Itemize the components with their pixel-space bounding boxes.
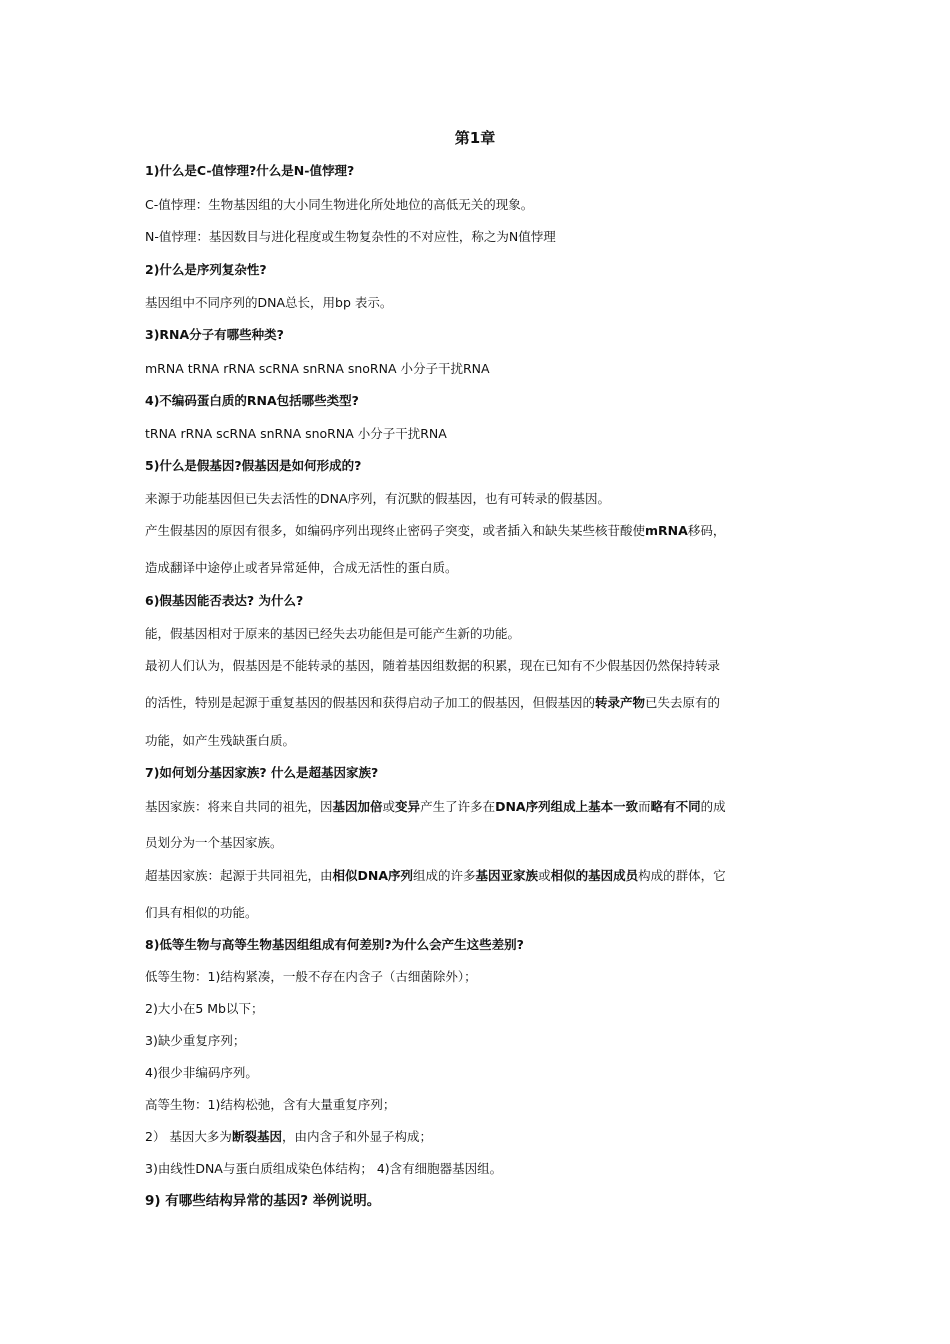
answer-5-mrna-term: mRNA (645, 523, 688, 538)
answer-5-line-2-text: 产生假基因的原因有很多，如编码序列出现终止密码子突变，或者插入和缺失某些核苷酸使 (145, 523, 646, 538)
answer-7-l3-c: 组成的许多 (413, 868, 476, 883)
answer-6-line-3-end: 已失去原有的 (645, 695, 721, 710)
answer-5-line-3: 造成翻译中途停止或者异常延伸，合成无活性的蛋白质。 (145, 560, 458, 575)
answer-7-l1-a: 基因家族：将来自共同的祖先，因 (145, 799, 333, 814)
answer-6-transcript-term: 转录产物 (595, 695, 646, 710)
question-7: 7)如何划分基因家族? 什么是超基因家族? (145, 765, 379, 780)
answer-4: tRNA rRNA scRNA snRNA snoRNA 小分子干扰RNA (145, 426, 447, 441)
answer-7-term-subfamily: 基因亚家族 (475, 868, 539, 883)
answer-7-l1-c: 或 (382, 799, 396, 814)
answer-8-l6-a: 2） 基因大多为 (145, 1129, 232, 1144)
question-2: 2)什么是序列复杂性? (145, 262, 267, 277)
question-8: 8)低等生物与高等生物基因组组成有何差别?为什么会产生这些差别? (145, 937, 524, 952)
answer-8-line-6 (145, 1128, 815, 1146)
answer-7-term-dna-consistent: DNA序列组成上基本一致 (495, 799, 639, 814)
answer-7-term-slightly-different: 略有不同 (650, 799, 701, 814)
answer-8-line-7: 3)由线性DNA与蛋白质组成染色体结构； 4)含有细胞器基因组。 (145, 1161, 503, 1176)
answer-8-term-split-gene: 断裂基因 (231, 1129, 282, 1144)
question-1: 1)什么是C-值悖理?什么是N-值悖理? (145, 163, 355, 178)
answer-7-l3-e: 或 (538, 868, 551, 883)
answer-7-l1-g: 而 (638, 799, 651, 814)
answer-6-line-2: 最初人们认为，假基因是不能转录的基因，随着基因组数据的积累，现在已知有不少假基因仍然保持转录 (145, 658, 721, 673)
question-6: 6)假基因能否表达? 为什么? (145, 593, 304, 608)
question-4: 4)不编码蛋白质的RNA包括哪些类型? (145, 393, 359, 408)
answer-6-line-4: 功能，如产生残缺蛋白质。 (145, 733, 296, 748)
answer-2: 基因组中不同序列的DNA总长，用bp 表示。 (145, 295, 393, 310)
answer-6-line-3 (145, 694, 815, 712)
question-5: 5)什么是假基因?假基因是如何形成的? (145, 458, 362, 473)
answer-7-l3-g: 构成的群体，它 (638, 868, 726, 883)
answer-6-line-3-text: 的活性，特别是起源于重复基因的假基因和获得启动子加工的假基因，但假基因的 (145, 695, 596, 710)
question-3: 3)RNA分子有哪些种类? (145, 327, 284, 342)
answer-7-line-1 (145, 798, 815, 816)
answer-8-l6-c: ，由内含子和外显子构成； (281, 1129, 432, 1144)
answer-7-line-3 (145, 867, 815, 885)
answer-7-line-4: 们具有相似的功能。 (145, 905, 258, 920)
answer-7-line-2: 员划分为一个基因家族。 (145, 835, 283, 850)
answer-5-line-2 (145, 522, 815, 540)
answer-8-line-4: 4)很少非编码序列。 (145, 1065, 258, 1080)
answer-1-c-value: C-值悖理：生物基因组的大小同生物进化所处地位的高低无关的现象。 (145, 197, 534, 212)
answer-8-line-3: 3)缺少重复序列； (145, 1033, 246, 1048)
answer-1-n-value: N-值悖理：基因数目与进化程度或生物复杂性的不对应性，称之为N值悖理 (145, 229, 556, 244)
answer-8-line-1: 低等生物：1)结构紧凑，一般不存在内含子（古细菌除外）； (145, 969, 477, 984)
answer-7-l1-i: 的成 (700, 799, 726, 814)
answer-8-line-5: 高等生物：1)结构松弛，含有大量重复序列； (145, 1097, 396, 1112)
answer-7-term-similar-members: 相似的基因成员 (550, 868, 639, 883)
answer-7-l1-e: 产生了许多在 (420, 799, 496, 814)
answer-7-l3-a: 超基因家族：起源于共同祖先，由 (145, 868, 333, 883)
answer-5-line-1: 来源于功能基因但已失去活性的DNA序列，有沉默的假基因，也有可转录的假基因。 (145, 491, 611, 506)
chapter-title: 第1章 (454, 129, 496, 147)
question-9: 9) 有哪些结构异常的基因? 举例说明。 (145, 1193, 381, 1209)
answer-3: mRNA tRNA rRNA scRNA snRNA snoRNA 小分子干扰RNA (145, 361, 490, 376)
answer-5-line-2-end: 移码， (687, 523, 726, 538)
answer-6-line-1: 能，假基因相对于原来的基因已经失去功能但是可能产生新的功能。 (145, 626, 521, 641)
answer-7-term-variation: 变异 (395, 799, 421, 814)
answer-8-line-2: 2)大小在5 Mb以下； (145, 1001, 264, 1016)
answer-7-term-similar-dna: 相似DNA序列 (332, 868, 414, 883)
answer-7-term-gene-duplication: 基因加倍 (332, 799, 383, 814)
